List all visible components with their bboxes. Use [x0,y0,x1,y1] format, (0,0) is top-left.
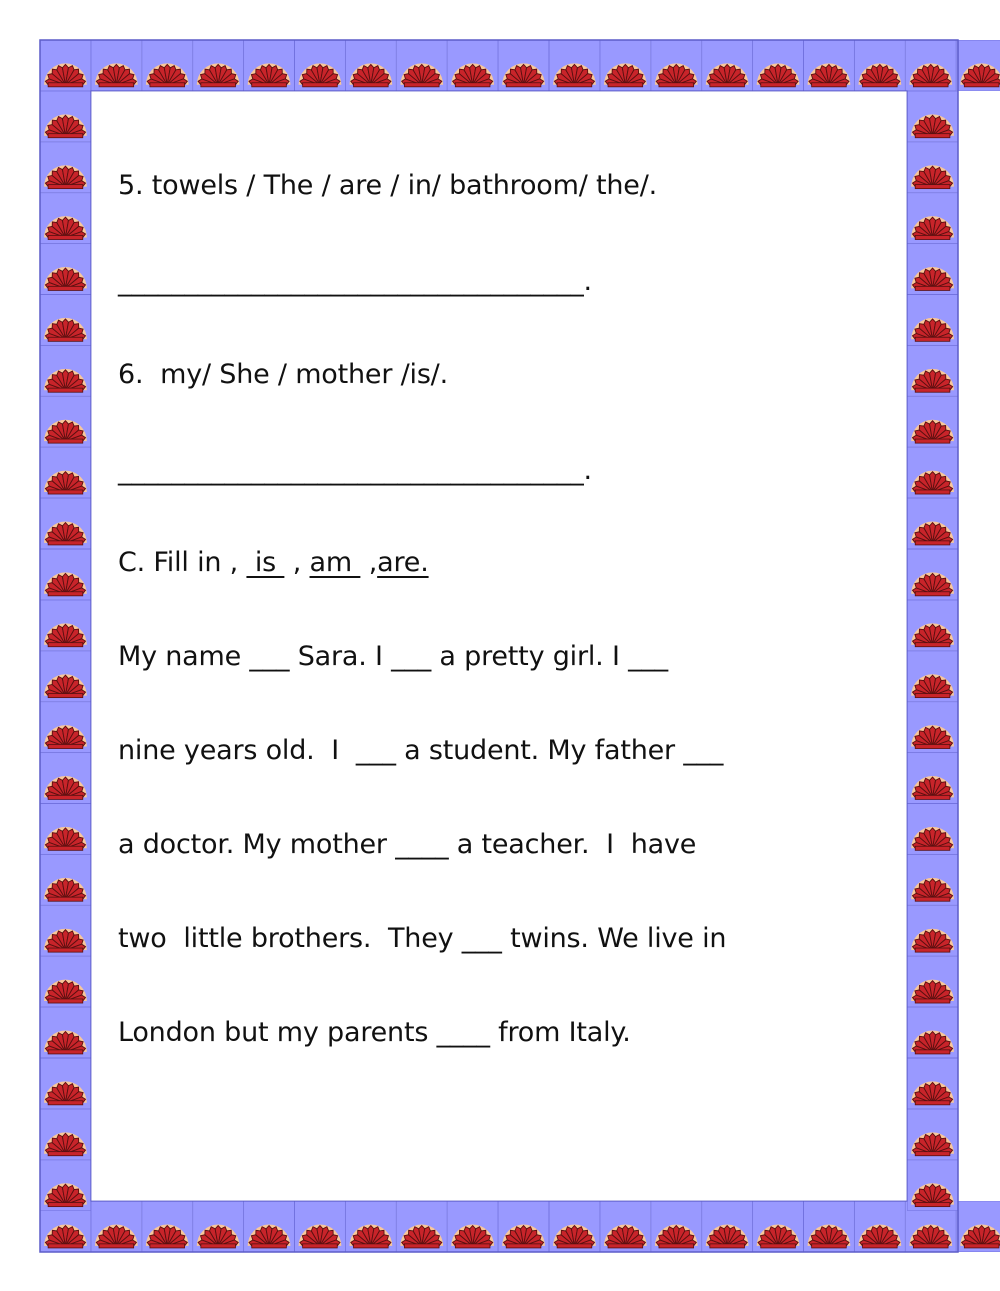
border-sun-tile [498,40,549,91]
border-sun-tile [907,498,958,549]
border-sun-tile [396,40,447,91]
border-sun-tile [142,40,193,91]
border-sun-tile [549,1201,600,1252]
border-sun-tile [40,1160,91,1211]
border-sun-tile [40,753,91,804]
border-sun-tile [91,40,142,91]
border-sun-tile [40,447,91,498]
passage-line-5[interactable]: London but my parents ____ from Italy. [118,1017,631,1048]
border-sun-tile [193,1201,244,1252]
border-sun-tile [600,40,651,91]
border-sun-tile [40,1058,91,1109]
border-sun-tile [907,396,958,447]
section-c-prefix: C. Fill in , [118,547,247,578]
border-sun-tile [907,600,958,651]
passage-line-2[interactable]: nine years old. I ___ a student. My father ___ [118,735,724,766]
border-sun-tile [907,295,958,346]
border-sun-tile [907,956,958,1007]
border-sun-tile [40,600,91,651]
border-sun-tile [40,651,91,702]
border-sun-tile [907,345,958,396]
border-sun-tile [907,702,958,753]
option-am: am [309,547,361,578]
border-sun-tile [907,753,958,804]
border-sun-tile [40,193,91,244]
section-c-separator: , [284,547,310,578]
border-sun-tile [40,91,91,142]
border-sun-tile [40,1007,91,1058]
border-sun-tile [651,40,702,91]
border-sun-tile [447,40,498,91]
passage-line-4[interactable]: two little brothers. They ___ twins. We live in [118,923,727,954]
border-sun-tile [40,1109,91,1160]
border-sun-tile [804,1201,855,1252]
border-sun-tile [702,1201,753,1252]
border-sun-tile [753,40,804,91]
border-sun-tile [549,40,600,91]
question-5-answer-blank[interactable]: ___________________________________. [118,266,592,297]
border-sun-tile [907,804,958,855]
border-sun-tile [447,1201,498,1252]
border-sun-tile [295,40,346,91]
border-sun-tile [907,142,958,193]
border-sun-tile [907,549,958,600]
passage-line-3[interactable]: a doctor. My mother ____ a teacher. I have [118,829,697,860]
border-sun-tile [396,1201,447,1252]
border-sun-tile [40,956,91,1007]
border-sun-tile [600,1201,651,1252]
border-sun-tile [854,1201,905,1252]
border-sun-tile [193,40,244,91]
border-sun-tile [40,549,91,600]
border-sun-tile [295,1201,346,1252]
border-sun-tile [907,1160,958,1211]
border-sun-tile [244,40,295,91]
border-sun-tile [907,905,958,956]
border-sun-tile [91,1201,142,1252]
border-sun-tile [40,498,91,549]
section-c-heading [118,549,429,576]
border-sun-tile [40,295,91,346]
border-sun-tile [40,702,91,753]
border-sun-tile [40,345,91,396]
border-sun-tile [702,40,753,91]
border-sun-tile [907,193,958,244]
border-sun-tile [753,1201,804,1252]
question-6-prompt: 6. my/ She / mother /is/. [118,359,448,390]
border-sun-tile [244,1201,295,1252]
border-sun-tile [651,1201,702,1252]
border-sun-tile [907,244,958,295]
option-is: is [246,547,285,578]
border-sun-tile [956,40,1000,91]
border-sun-tile [905,40,956,91]
border-sun-tile [804,40,855,91]
border-sun-tile [907,1109,958,1160]
border-sun-tile [40,396,91,447]
border-sun-tile [40,40,91,91]
border-sun-tile [854,40,905,91]
option-are: are. [377,547,429,578]
border-sun-tile [345,1201,396,1252]
border-sun-tile [907,1007,958,1058]
border-sun-tile [40,244,91,295]
border-sun-tile [40,804,91,855]
border-sun-tile [907,91,958,142]
border-sun-tile [956,1201,1000,1252]
border-sun-tile [907,447,958,498]
border-sun-tile [498,1201,549,1252]
question-5-prompt: 5. towels / The / are / in/ bathroom/ the/. [118,170,657,201]
border-sun-tile [907,651,958,702]
border-sun-tile [142,1201,193,1252]
question-6-answer-blank[interactable]: ___________________________________. [118,455,592,486]
border-sun-tile [345,40,396,91]
border-sun-tile [40,905,91,956]
passage-line-1[interactable]: My name ___ Sara. I ___ a pretty girl. I ___ [118,641,668,672]
border-sun-tile [907,854,958,905]
border-sun-tile [40,854,91,905]
border-sun-tile [907,1058,958,1109]
border-sun-tile [40,142,91,193]
section-c-separator: , [360,547,378,578]
